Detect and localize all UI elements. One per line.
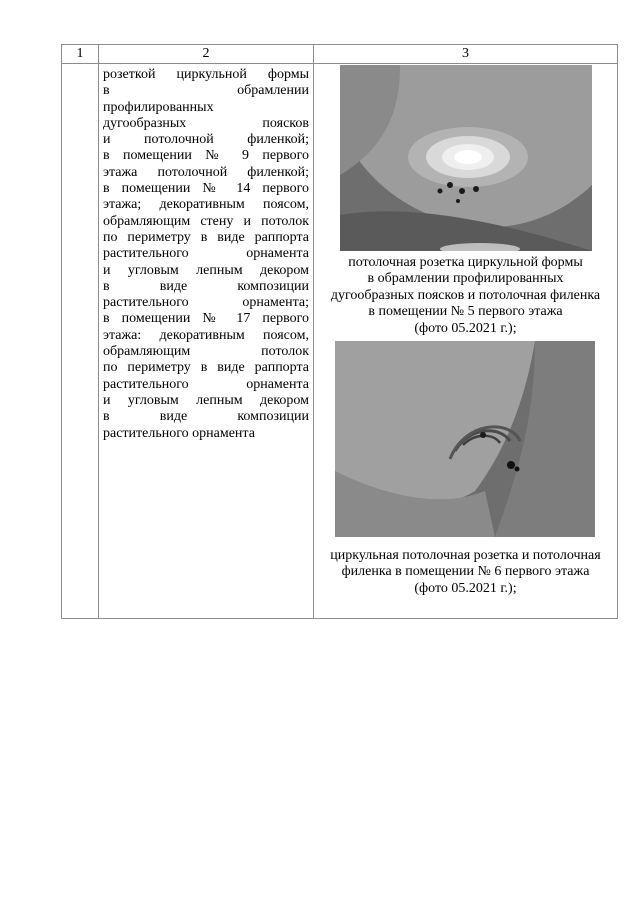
photo1-caption	[314, 255, 617, 337]
description-line: обрамляющим стену и потолок	[103, 213, 309, 229]
column-header-2: 2	[99, 45, 314, 64]
photo2-caption-line: (фото 05.2021 г.);	[414, 580, 517, 596]
photo1-caption-line: в помещении № 5 первого этажа	[368, 304, 563, 320]
description-line: растительного орнамента	[103, 376, 309, 392]
description-line: этажа; декоративным поясом,	[103, 197, 309, 213]
column-header-1: 1	[62, 45, 99, 64]
description-line: в помещении № 14 первого	[103, 181, 309, 197]
description-line: профилированных	[103, 99, 214, 115]
content-row	[62, 64, 618, 619]
description-line: и угловым лепным декором	[103, 262, 309, 278]
description-line: обрамляющим потолок	[103, 344, 309, 360]
description-line: растительного орнамента	[103, 425, 255, 441]
description-line: в виде композиции	[103, 409, 309, 425]
photo1-caption-line: (фото 05.2021 г.);	[414, 320, 517, 336]
photo-ceiling-rosette-room-5	[340, 65, 592, 251]
description-line: и потолочной филенкой;	[103, 132, 309, 148]
heritage-table	[61, 44, 618, 619]
description-line: в обрамлении	[103, 83, 309, 99]
description-line: в помещении № 9 первого	[103, 148, 309, 164]
description-line: растительного орнамента	[103, 246, 309, 262]
description-text	[99, 64, 313, 442]
row-number-cell	[62, 64, 99, 619]
photo2-caption-line: филенка в помещении № 6 первого этажа	[341, 564, 590, 580]
photo-cell	[314, 64, 618, 619]
photo1-caption-line: дугообразных поясков и потолочная филенка	[330, 287, 601, 303]
column-header-3: 3	[314, 45, 618, 64]
description-line: по периметру в виде раппорта	[103, 360, 309, 376]
description-line: этажа потолочной филенкой;	[103, 164, 309, 180]
photo1-caption-line: потолочная розетка циркульной формы	[348, 255, 583, 270]
description-line: этажа: декоративным поясом,	[103, 327, 309, 343]
photo2-caption	[314, 548, 617, 597]
description-line: и угловым лепным декором	[103, 392, 309, 408]
description-line: в виде композиции	[103, 278, 309, 294]
photo2-caption-line: циркульная потолочная розетка и потолочная	[330, 548, 601, 564]
description-line: растительного орнамента;	[103, 295, 309, 311]
description-line: дугообразных поясков	[103, 115, 309, 131]
photo1-caption-line: в обрамлении профилированных	[367, 271, 564, 287]
header-row	[62, 45, 618, 64]
description-line: в помещении № 17 первого	[103, 311, 309, 327]
description-line: розеткой циркульной формы	[103, 67, 309, 82]
description-cell	[99, 64, 314, 619]
photo-ceiling-rosette-room-6	[335, 341, 595, 537]
description-line: по периметру в виде раппорта	[103, 229, 309, 245]
